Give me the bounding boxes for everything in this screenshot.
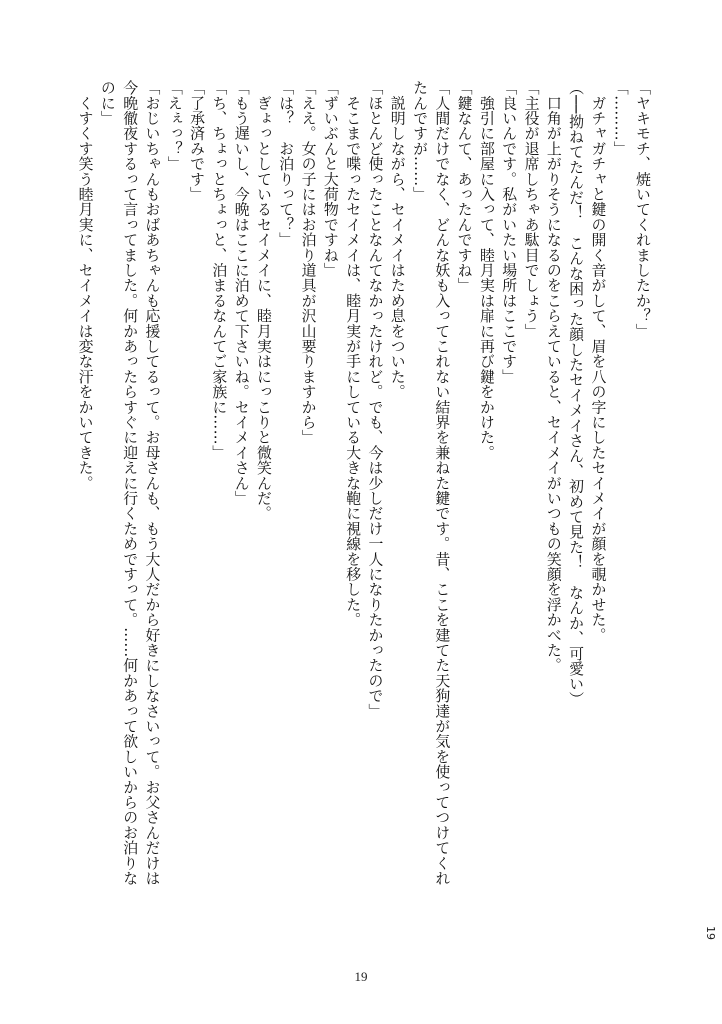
text-line: 「ええ。女の子にはお泊り道具が沢山要りますから」	[299, 80, 318, 445]
text-line: 口角が上がりそうになるのをこらえていると、セイメイがいつもの笑顔を浮かべた。	[544, 80, 563, 673]
text-line: 「人間だけでなく、どんな妖も入ってこれない結界を兼ねた鍵です。昔、ここを建てた天狗達が気を使ってつけてくれ	[433, 80, 452, 886]
text-line: 「ヤキモチ、焼いてくれましたか？」	[634, 80, 652, 339]
text-line: 強引に部屋に入って、睦月実は扉に再び鍵をかけた。	[477, 80, 496, 460]
vertical-text-body	[54, 80, 654, 952]
text-line: 「主役が退席しちゃあ駄目でしょう」	[522, 80, 541, 339]
text-line: たんですが……」	[411, 80, 430, 202]
text-line: 「良いんです。私がいたい場所はここです」	[500, 80, 519, 384]
text-line: 「鍵なんて、あったんですね」	[455, 80, 474, 293]
text-line: くすくす笑う睦月実に、セイメイは変な汗をかいてきた。	[76, 80, 95, 491]
text-line: 「ち、ちょっとちょっと、泊まるなんてご家族に……」	[210, 80, 229, 460]
text-line: そこまで喋ったセイメイは、睦月実が手にしている大きな鞄に視線を移した。	[344, 80, 363, 628]
text-line: 「もう遅いし、今晩はここに泊めて下さいね。セイメイさん」	[232, 80, 251, 506]
text-line: 「………」	[611, 80, 630, 156]
text-line: 説明しながら、セイメイはため息をついた。	[388, 80, 407, 400]
text-line: のに」	[98, 80, 117, 126]
text-line: （──拗ねてたんだ！ こんな困った顔したセイメイさん、初めて見た！ なんか、可愛い）	[567, 80, 586, 707]
text-line: 「えぇっ？」	[165, 80, 184, 172]
text-line: 今晩徹夜するって言ってました。何かあったらすぐに迎えに行くためですって。……何かあって欲しいからのお泊りな	[121, 80, 140, 886]
side-page-number: 19	[704, 926, 717, 940]
page-number: 19	[354, 969, 368, 984]
text-line: ガチャガチャと鍵の開く音がして、眉を八の字にしたセイメイが顔を覗かせた。	[589, 80, 608, 643]
text-line: 「おじいちゃんもおばあちゃんも応援してるって。お母さんも、もう大人だから好きにしなさいって。お父さんだけは	[143, 80, 162, 886]
text-line: 「ずいぶんと大荷物ですね」	[321, 80, 340, 278]
text-line: 「ほとんど使ったことなんてなかったけれど。でも、今は少しだけ一人になりたかったので」	[366, 80, 385, 719]
text-line: 「は？ お泊りって？」	[277, 80, 296, 248]
text-line: 「了承済みです」	[188, 80, 207, 202]
text-line: ぎょっとしているセイメイに、睦月実はにっこりと微笑んだ。	[254, 80, 273, 521]
